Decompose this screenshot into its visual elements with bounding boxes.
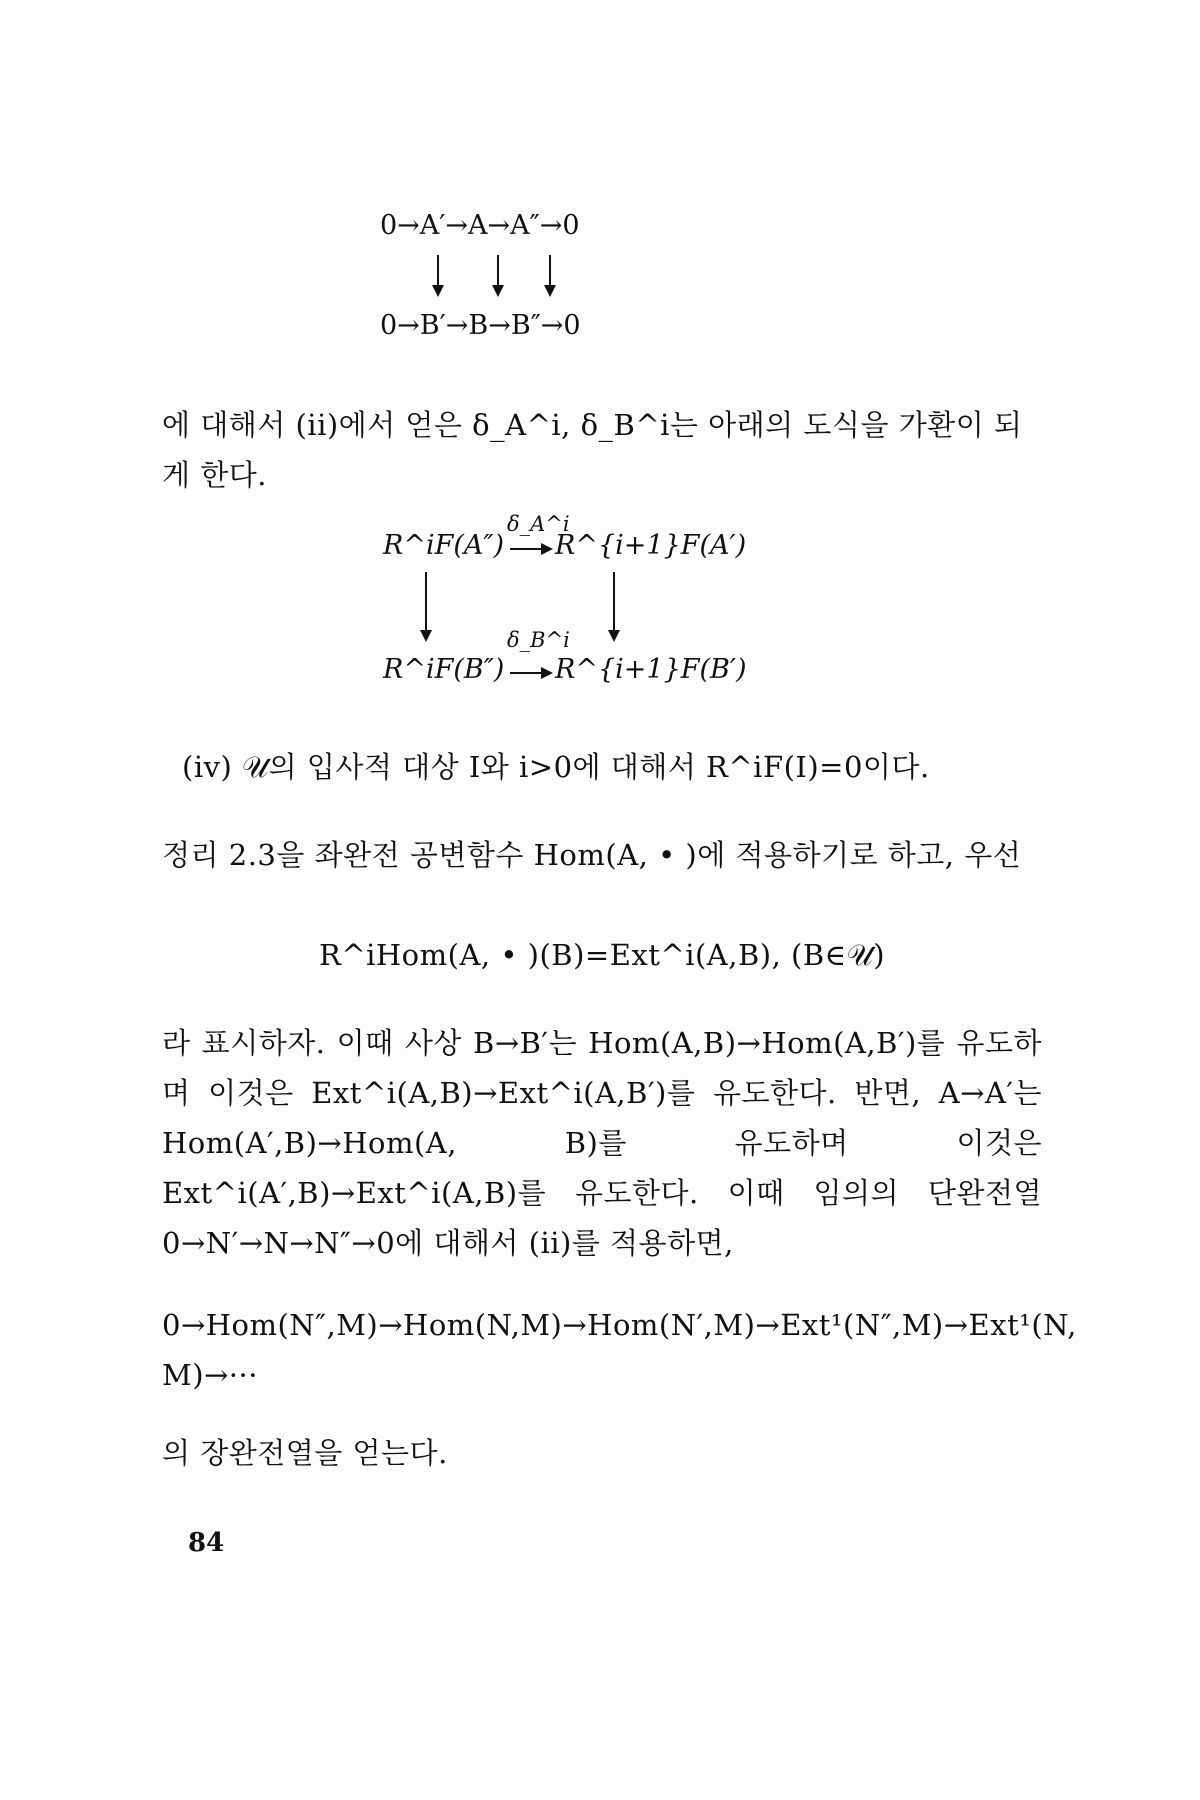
diagram1-arrow-middle [497,255,499,295]
diagram1-arrow-left [437,255,439,295]
delta-a-label: δ_A^i [507,512,570,536]
item-iv: (iv) 𝒰의 입사적 대상 I와 i>0에 대해서 R^iF(I)=0이다. [182,750,930,784]
diagram2-top-arrow [510,548,550,550]
formula-1: R^iHom(A, • )(B)=Ext^i(A,B), (B∈𝒰) [318,938,886,972]
paragraph-1: 에 대해서 (ii)에서 얻은 δ_A^i, δ_B^i는 아래의 도식을 가환이 되게 한다. [162,408,1023,492]
diagram1-arrow-right [549,255,551,295]
diagram1-top-row: 0→A′→A→A″→0 [380,210,580,241]
diagram2-arrow-right [613,572,615,640]
diagram2-bottom-arrow [510,672,550,674]
diagram2-arrow-left [425,572,427,640]
diagram2-top-right: R^{i+1}F(A′) [555,530,747,561]
formula-2: 0→Hom(N″,M)→Hom(N,M)→Hom(N′,M)→Ext¹(N″,M)→Ext¹(N, M)→··· [162,1308,1077,1392]
diagram1-bottom-row: 0→B′→B→B″→0 [380,310,581,341]
page-number: 84 [188,1528,225,1558]
paragraph-2: 정리 2.3을 좌완전 공변함수 Hom(A, • )에 적용하기로 하고, 우선 [162,838,1022,872]
diagram2-bottom-right: R^{i+1}F(B′) [555,654,747,685]
delta-b-label: δ_B^i [507,628,570,652]
paragraph-4: 의 장완전열을 얻는다. [162,1436,448,1470]
paragraph-3: 라 표시하자. 이때 사상 B→B′는 Hom(A,B)→Hom(A,B′)를 유도하며 이것은 Ext^i(A,B)→Ext^i(A,B′)를 유도한다. 반면, A→A′는 Hom(A′,B)→Hom(A, B)를 유도하며 이것은 Ext^i(A′,B)→Ext^i(A,B)를 유도한다. 이때 임의의 단완전열 0→N′→N→N″→0에 대해서 (ii)를 적용하면, [162,1026,1042,1260]
diagram2-bottom-left: R^iF(B″) [383,654,505,685]
diagram2-top-left: R^iF(A″) [383,530,504,561]
